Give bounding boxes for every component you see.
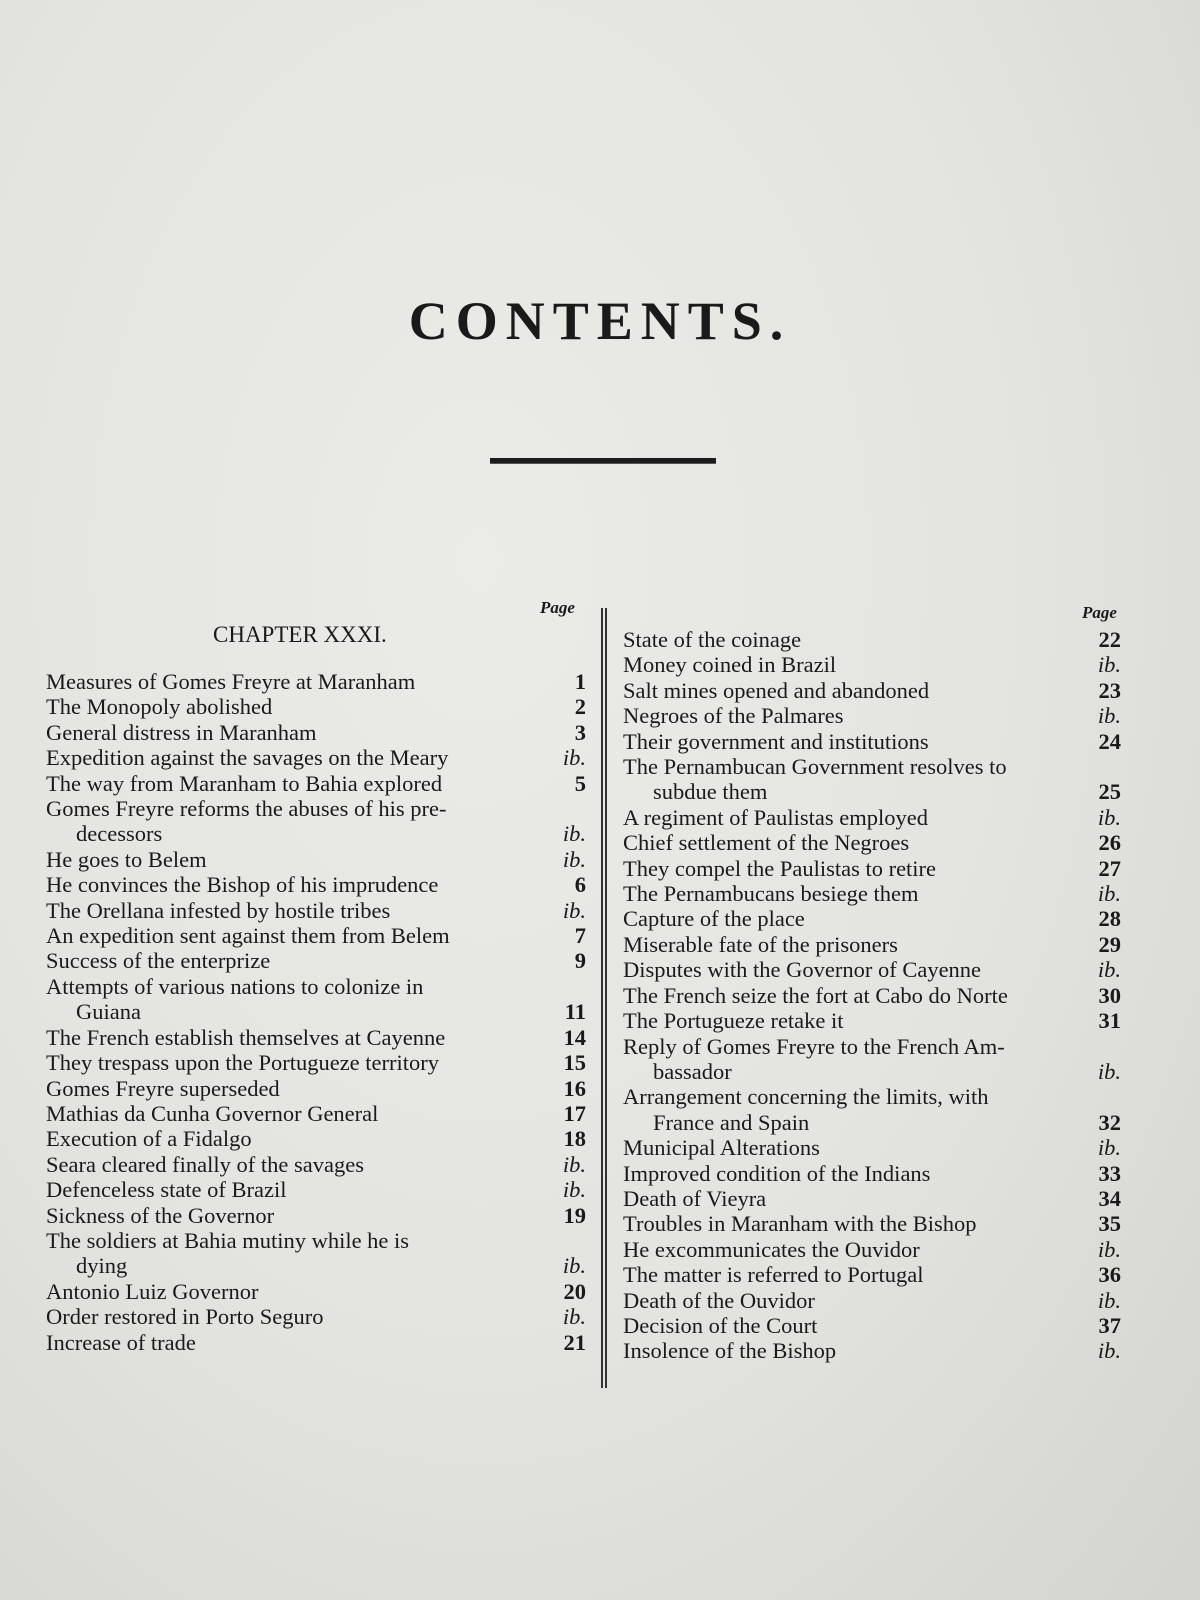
entry-title: The Orellana infested by hostile tribes — [46, 897, 391, 923]
entry-page-number: 31 — [1098, 1008, 1121, 1034]
entry-title: He goes to Belem — [46, 846, 207, 872]
entry-page-number: 17 — [563, 1100, 586, 1126]
entry-page-number: ib. — [562, 1177, 586, 1203]
entry-page-number: 24 — [1098, 728, 1121, 754]
contents-entry — [46, 1228, 586, 1279]
contents-entry — [623, 1084, 1121, 1135]
entry-title: Decision of the Court — [623, 1312, 818, 1338]
entry-page-number: 3 — [574, 719, 586, 745]
contents-entry — [623, 1338, 1121, 1363]
entry-title: A regiment of Paulistas employed — [623, 804, 928, 830]
contents-entry — [623, 1313, 1121, 1338]
entry-page-number: 21 — [563, 1329, 586, 1355]
contents-entry — [623, 1008, 1121, 1033]
entry-title: Death of the Ouvidor — [623, 1287, 815, 1313]
entry-title: Municipal Alterations — [623, 1135, 820, 1161]
entry-title: Troubles in Maranham with the Bishop — [623, 1211, 977, 1237]
entry-page-number: ib. — [1097, 1058, 1121, 1084]
entry-page-number: ib. — [1097, 957, 1121, 983]
entry-title-continuation: decessors — [76, 821, 163, 847]
entry-title-continuation: Guiana — [76, 999, 141, 1025]
entry-page-number: 32 — [1098, 1109, 1121, 1135]
contents-entry — [623, 1135, 1121, 1160]
entry-title: They trespass upon the Portugueze territory — [46, 1050, 440, 1076]
contents-entry — [46, 1304, 586, 1329]
entry-title: The French seize the fort at Cabo do Norte — [623, 982, 1008, 1008]
contents-entry — [623, 754, 1121, 805]
contents-entry — [46, 771, 586, 796]
entry-page-number: 25 — [1098, 779, 1121, 805]
entry-title: Negroes of the Palmares — [623, 703, 844, 729]
entry-page-number: 11 — [564, 999, 586, 1025]
entry-page-number: ib. — [562, 1304, 586, 1330]
contents-entry — [46, 1126, 586, 1151]
contents-entry — [46, 923, 586, 948]
entry-page-number: 34 — [1098, 1185, 1121, 1211]
entry-page-number: ib. — [1097, 1338, 1121, 1364]
entry-title: General distress in Maranham — [46, 719, 317, 745]
entry-page-number: 7 — [574, 923, 586, 949]
contents-entry — [623, 1211, 1121, 1236]
entry-title: Arrangement concerning the limits, with — [623, 1084, 989, 1110]
entry-title: Insolence of the Bishop — [623, 1338, 837, 1364]
contents-entry — [623, 805, 1121, 830]
entry-page-number: 23 — [1098, 677, 1121, 703]
contents-entry — [46, 1330, 586, 1355]
entry-title: The Pernambucan Government resolves to — [623, 754, 1007, 780]
entry-page-number: ib. — [562, 846, 586, 872]
entry-title: Sickness of the Governor — [46, 1202, 275, 1228]
entry-page-number: ib. — [1097, 881, 1121, 907]
entry-title: Measures of Gomes Freyre at Maranham — [46, 669, 416, 694]
contents-entry — [623, 1161, 1121, 1186]
contents-left-column — [46, 669, 586, 1355]
contents-entry — [623, 652, 1121, 677]
entry-page-number: ib. — [1097, 804, 1121, 830]
contents-entry — [623, 1237, 1121, 1262]
entry-title: The way from Maranham to Bahia explored — [46, 770, 443, 796]
entry-page-number: 19 — [563, 1202, 586, 1228]
contents-entry — [46, 948, 586, 973]
entry-page-number: 28 — [1098, 906, 1121, 932]
contents-right-column — [623, 627, 1121, 1364]
entry-title: Disputes with the Governor of Cayenne — [623, 957, 982, 983]
entry-page-number: 15 — [563, 1050, 586, 1076]
entry-page-number: ib. — [1097, 652, 1121, 678]
entry-title: Reply of Gomes Freyre to the French Am- — [623, 1033, 1005, 1059]
entry-page-number: 1 — [574, 669, 586, 694]
contents-entry — [623, 1186, 1121, 1211]
entry-page-number: ib. — [562, 1253, 586, 1279]
entry-title: Miserable fate of the prisoners — [623, 931, 898, 957]
contents-entry — [46, 872, 586, 897]
entry-title-continuation: dying — [76, 1253, 128, 1279]
entry-page-number: 29 — [1098, 931, 1121, 957]
entry-title: Defenceless state of Brazil — [46, 1177, 287, 1203]
contents-entry — [623, 906, 1121, 931]
contents-entry — [623, 1034, 1121, 1085]
entry-page-number: 27 — [1098, 855, 1121, 881]
entry-page-number: ib. — [562, 745, 586, 771]
entry-page-number: 22 — [1098, 627, 1121, 652]
contents-entry — [46, 1279, 586, 1304]
contents-entry — [46, 974, 586, 1025]
contents-entry — [46, 1203, 586, 1228]
entry-page-number: 6 — [574, 872, 586, 898]
contents-entry — [46, 1025, 586, 1050]
entry-page-number: 26 — [1098, 830, 1121, 856]
entry-page-number: ib. — [562, 821, 586, 847]
entry-title: Antonio Luiz Governor — [46, 1278, 259, 1304]
title-rule — [490, 458, 716, 464]
entry-title-continuation: subdue them — [653, 779, 768, 805]
contents-entry — [623, 957, 1121, 982]
contents-entry — [46, 669, 586, 694]
entry-page-number: 9 — [574, 948, 586, 974]
entry-page-number: ib. — [1097, 1236, 1121, 1262]
contents-entry — [623, 1262, 1121, 1287]
entry-page-number: 2 — [574, 694, 586, 720]
entry-title: The French establish themselves at Cayenne — [46, 1024, 446, 1050]
entry-page-number: ib. — [562, 1151, 586, 1177]
entry-title: Gomes Freyre reforms the abuses of his pre- — [46, 796, 447, 822]
entry-title: Money coined in Brazil — [623, 652, 837, 678]
page-column-header-left: Page — [540, 598, 575, 617]
entry-title: The matter is referred to Portugal — [623, 1262, 924, 1288]
contents-entry — [46, 720, 586, 745]
entry-page-number: 30 — [1098, 982, 1121, 1008]
contents-entry — [623, 729, 1121, 754]
entry-page-number: 35 — [1098, 1211, 1121, 1237]
contents-entry — [46, 694, 586, 719]
entry-title: Improved condition of the Indians — [623, 1160, 931, 1186]
contents-entry — [46, 847, 586, 872]
entry-title: He excommunicates the Ouvidor — [623, 1236, 920, 1262]
contents-entry — [623, 830, 1121, 855]
entry-title: Order restored in Porto Seguro — [46, 1304, 324, 1330]
contents-entry — [623, 856, 1121, 881]
chapter-heading: CHAPTER XXXI. — [213, 622, 387, 647]
entry-title: He convinces the Bishop of his imprudence — [46, 872, 439, 898]
entry-title: Death of Vieyra — [623, 1185, 767, 1211]
entry-title: Mathias da Cunha Governor General — [46, 1100, 379, 1126]
contents-entry — [623, 1288, 1121, 1313]
entry-page-number: 14 — [563, 1024, 586, 1050]
entry-title: Increase of trade — [46, 1329, 196, 1355]
entry-title: The Pernambucans besiege them — [623, 881, 919, 907]
contents-entry — [623, 627, 1121, 652]
contents-entry — [623, 703, 1121, 728]
contents-entry — [46, 1152, 586, 1177]
contents-entry — [46, 796, 586, 847]
contents-entry — [46, 1050, 586, 1075]
entry-title: Expedition against the savages on the Meary — [46, 745, 449, 771]
entry-page-number: ib. — [1097, 1135, 1121, 1161]
entry-title: Seara cleared finally of the savages — [46, 1151, 364, 1177]
entry-page-number: 33 — [1098, 1160, 1121, 1186]
entry-page-number: 16 — [563, 1075, 586, 1101]
entry-title: The Monopoly abolished — [46, 694, 273, 720]
entry-title: Execution of a Fidalgo — [46, 1126, 252, 1152]
entry-page-number: 37 — [1098, 1312, 1121, 1338]
contents-entry — [623, 932, 1121, 957]
entry-title: Their government and institutions — [623, 728, 929, 754]
entry-title: Attempts of various nations to colonize in — [46, 973, 424, 999]
entry-page-number: ib. — [1097, 1287, 1121, 1313]
entry-title: Salt mines opened and abandoned — [623, 677, 930, 703]
contents-entry — [46, 1076, 586, 1101]
entry-title: The Portugueze retake it — [623, 1008, 844, 1034]
entry-title: Capture of the place — [623, 906, 805, 932]
contents-entry — [46, 898, 586, 923]
entry-page-number: ib. — [562, 897, 586, 923]
entry-title-continuation: France and Spain — [653, 1109, 810, 1135]
contents-entry — [623, 678, 1121, 703]
entry-title: State of the coinage — [623, 627, 802, 652]
entry-title-continuation: bassador — [653, 1058, 732, 1084]
contents-entry — [46, 1177, 586, 1202]
contents-entry — [623, 881, 1121, 906]
contents-entry — [46, 1101, 586, 1126]
entry-title: The soldiers at Bahia mutiny while he is — [46, 1227, 410, 1253]
entry-title: They compel the Paulistas to retire — [623, 855, 937, 881]
entry-title: Success of the enterprize — [46, 948, 271, 974]
entry-title: Chief settlement of the Negroes — [623, 830, 910, 856]
contents-entry — [623, 983, 1121, 1008]
column-divider — [601, 608, 607, 1388]
entry-title: Gomes Freyre superseded — [46, 1075, 280, 1101]
entry-page-number: ib. — [1097, 703, 1121, 729]
contents-entry — [46, 745, 586, 770]
entry-title: An expedition sent against them from Belem — [46, 923, 450, 949]
page-column-header-right: Page — [1082, 603, 1117, 622]
entry-page-number: 18 — [563, 1126, 586, 1152]
entry-page-number: 5 — [574, 770, 586, 796]
page-title: CONTENTS. — [408, 291, 792, 351]
entry-page-number: 36 — [1098, 1262, 1121, 1288]
entry-page-number: 20 — [563, 1278, 586, 1304]
